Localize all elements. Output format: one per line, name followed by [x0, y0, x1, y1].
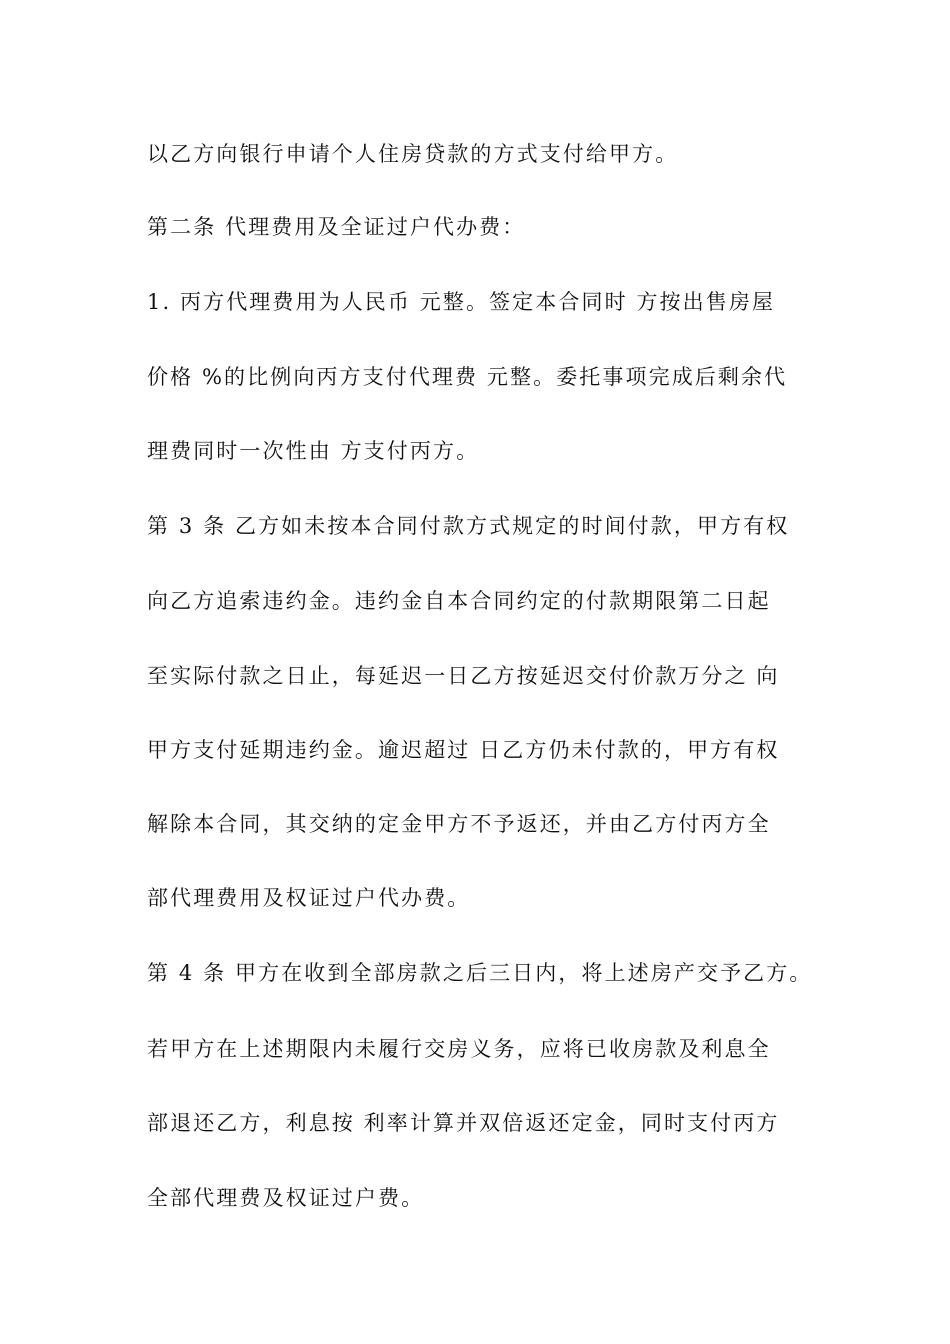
text-line: 价格 %的比例向丙方支付代理费 元整。委托事项完成后剩余代: [147, 365, 788, 389]
text-line: 向乙方追索违约金。违约金自本合同约定的付款期限第二日起: [147, 589, 771, 613]
section-heading-article-2: 第二条 代理费用及全证过户代办费：: [147, 215, 526, 239]
text-line: 1. 丙方代理费用为人民币 元整。签定本合同时 方按出售房屋: [147, 290, 776, 314]
text-line: 以乙方向银行申请个人住房贷款的方式支付给甲方。: [147, 142, 679, 166]
text-line: 至实际付款之日止，每延迟一日乙方按延迟交付价款万分之 向: [147, 664, 780, 688]
text-line: 部退还乙方，利息按 利率计算并双倍返还定金，同时支付丙方: [147, 1111, 780, 1135]
text-line: 甲方支付延期违约金。逾迟超过 日乙方仍未付款的，甲方有权: [147, 738, 780, 762]
text-line: 全部代理费及权证过户费。: [147, 1186, 425, 1210]
section-heading-article-4: 第 4 条 甲方在收到全部房款之后三日内，将上述房产交予乙方。: [147, 961, 813, 985]
section-heading-article-3: 第 3 条 乙方如未按本合同付款方式规定的时间付款，甲方有权: [147, 514, 790, 538]
text-line: 部代理费用及权证过户代办费。: [147, 886, 471, 910]
text-line: 若甲方在上述期限内未履行交房义务，应将已收房款及利息全: [147, 1037, 771, 1061]
text-line: 解除本合同，其交纳的定金甲方不予返还，并由乙方付丙方全: [147, 812, 771, 836]
text-line: 理费同时一次性由 方支付丙方。: [147, 439, 480, 463]
